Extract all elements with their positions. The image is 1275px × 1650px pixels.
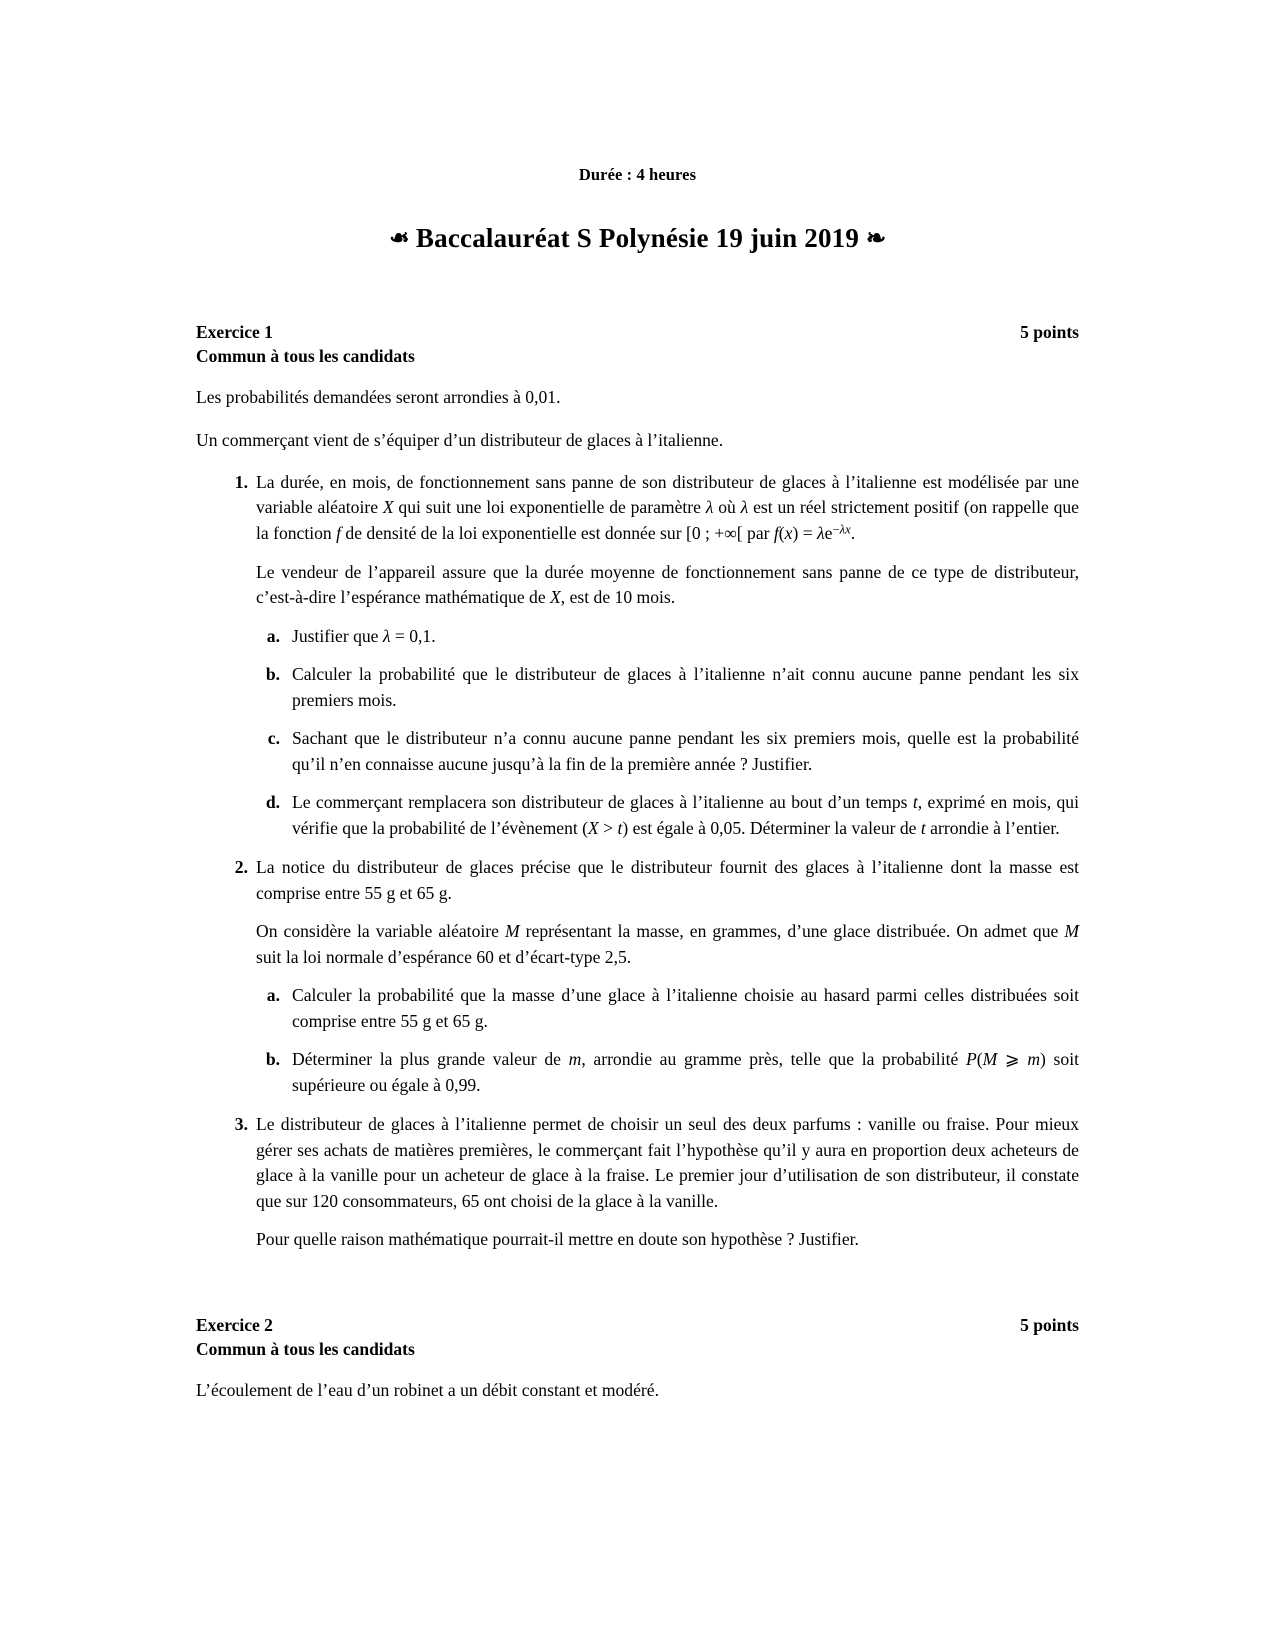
question-3 [196,1112,1079,1253]
question-1b-text: Calculer la probabilité que le distributeur de glaces à l’italienne n’ait connu aucune panne pendant les six premiers mois. [292,664,1079,710]
question-2-subquestions [256,983,1079,1098]
question-2a-text: Calculer la probabilité que la masse d’une glace à l’italienne choisie au hasard parmi celles distribuées soit comprise entre 55 g et 65 g. [292,985,1079,1031]
question-3-text-a: Le distributeur de glaces à l’italienne permet de choisir un seul des deux parfums : vanille ou fraise. Pour mieux gérer ses achats de matières premières, le commerçant fait l’hypothèse qu’il y aura en proportion deux acheteurs de glace à la vanille pour un acheteur de glace à la fraise. Le premier jour d’utilisation de son distributeur, il constate que sur 120 consommateurs, 65 ont choisi de la glace à la vanille. [256,1114,1079,1211]
exercise-2-subtitle: Commun à tous les candidats [196,1338,415,1359]
question-1c [256,726,1079,777]
question-1a-text: Justifier que λ = 0,1. [292,625,436,646]
page-title [196,223,1079,254]
ornament-left-icon: ❧ [388,226,409,252]
question-1a-number: a. [266,625,280,646]
exercise-1-question-list [196,470,1079,1253]
exercise-2-points: 5 points [1020,1314,1079,1335]
exercise-2-label: Exercice 2 [196,1314,273,1335]
question-2b-text: Déterminer la plus grande valeur de m, arrondie au gramme près, telle que la probabilité P(M ⩾ m) soit supérieure ou égale à 0,99. [292,1049,1079,1095]
question-1 [196,470,1079,842]
exercise-1-intro-2: Un commerçant vient de s’équiper d’un distributeur de glaces à l’italienne. [196,430,724,451]
question-1-text-b: Le vendeur de l’appareil assure que la durée moyenne de fonctionnement sans panne de ce type de distributeur, c’est-à-dire l’espérance mathématique de X, est de 10 mois. [256,561,1079,608]
question-2a-number: a. [266,985,280,1006]
question-1b-number: b. [265,664,280,685]
question-1-text-a: La durée, en mois, de fonctionnement sans panne de son distributeur de glaces à l’italienne est modélisée par une variable aléatoire X qui suit une loi exponentielle de paramètre λ où λ est un réel strictement positif (on rappelle que la fonction f de densité de la loi exponentielle est donnée sur [0 ; +∞[ par $f(x) = \lambda e^{-\lambda x}$. [256,471,1079,544]
page-title-text: Baccalauréat S Polynésie 19 juin 2019 [415,223,860,253]
exercise-2-intro-1: L’écoulement de l’eau d’un robinet a un débit constant et modéré. [196,1379,659,1400]
question-2 [196,855,1079,1098]
ornament-right-icon: ❧ [866,226,887,252]
question-1d-text: Le commerçant remplacera son distributeur de glaces à l’italienne au bout d’un temps t, exprimé en mois, qui vérifie que la probabilité de l’évènement (X > t) est égale à 0,05. Déterminer la valeur de t arrondie à l’entier. [292,792,1079,838]
exercise-2-header [196,1315,1079,1336]
question-1-number: 1. [234,471,248,492]
question-1d-number: d. [265,792,280,813]
exam-duration: Durée : 4 heures [578,165,697,184]
question-1-subquestions [256,624,1079,842]
question-2b-number: b. [265,1049,280,1070]
question-3-text-b: Pour quelle raison mathématique pourrait-il mettre en doute son hypothèse ? Justifier. [256,1229,859,1250]
question-2a [256,983,1079,1034]
question-2-text-a: La notice du distributeur de glaces précise que le distributeur fournit des glaces à l’italienne dont la masse est comprise entre 55 g et 65 g. [256,857,1079,903]
exercise-1-intro-1: Les probabilités demandées seront arrondies à 0,01. [196,387,561,407]
question-1a [256,624,1079,650]
exercise-1-header [196,322,1079,343]
question-2b [256,1047,1079,1098]
exercise-1-label: Exercice 1 [196,322,273,342]
question-1c-number: c. [267,728,280,749]
exercise-1-points: 5 points [1020,322,1079,342]
question-2-text-b: On considère la variable aléatoire M représentant la masse, en grammes, d’une glace distribuée. On admet que M suit la loi normale d’espérance 60 et d’écart-type 2,5. [256,921,1079,967]
question-3-number: 3. [234,1114,248,1135]
exercise-1-subtitle: Commun à tous les candidats [196,346,415,366]
question-2-number: 2. [234,857,248,878]
question-1d [256,790,1079,841]
question-1b [256,662,1079,713]
question-1c-text: Sachant que le distributeur n’a connu aucune panne pendant les six premiers mois, quelle est la probabilité qu’il n’en connaisse aucune jusqu’à la fin de la première année ? Justifier. [292,728,1079,774]
